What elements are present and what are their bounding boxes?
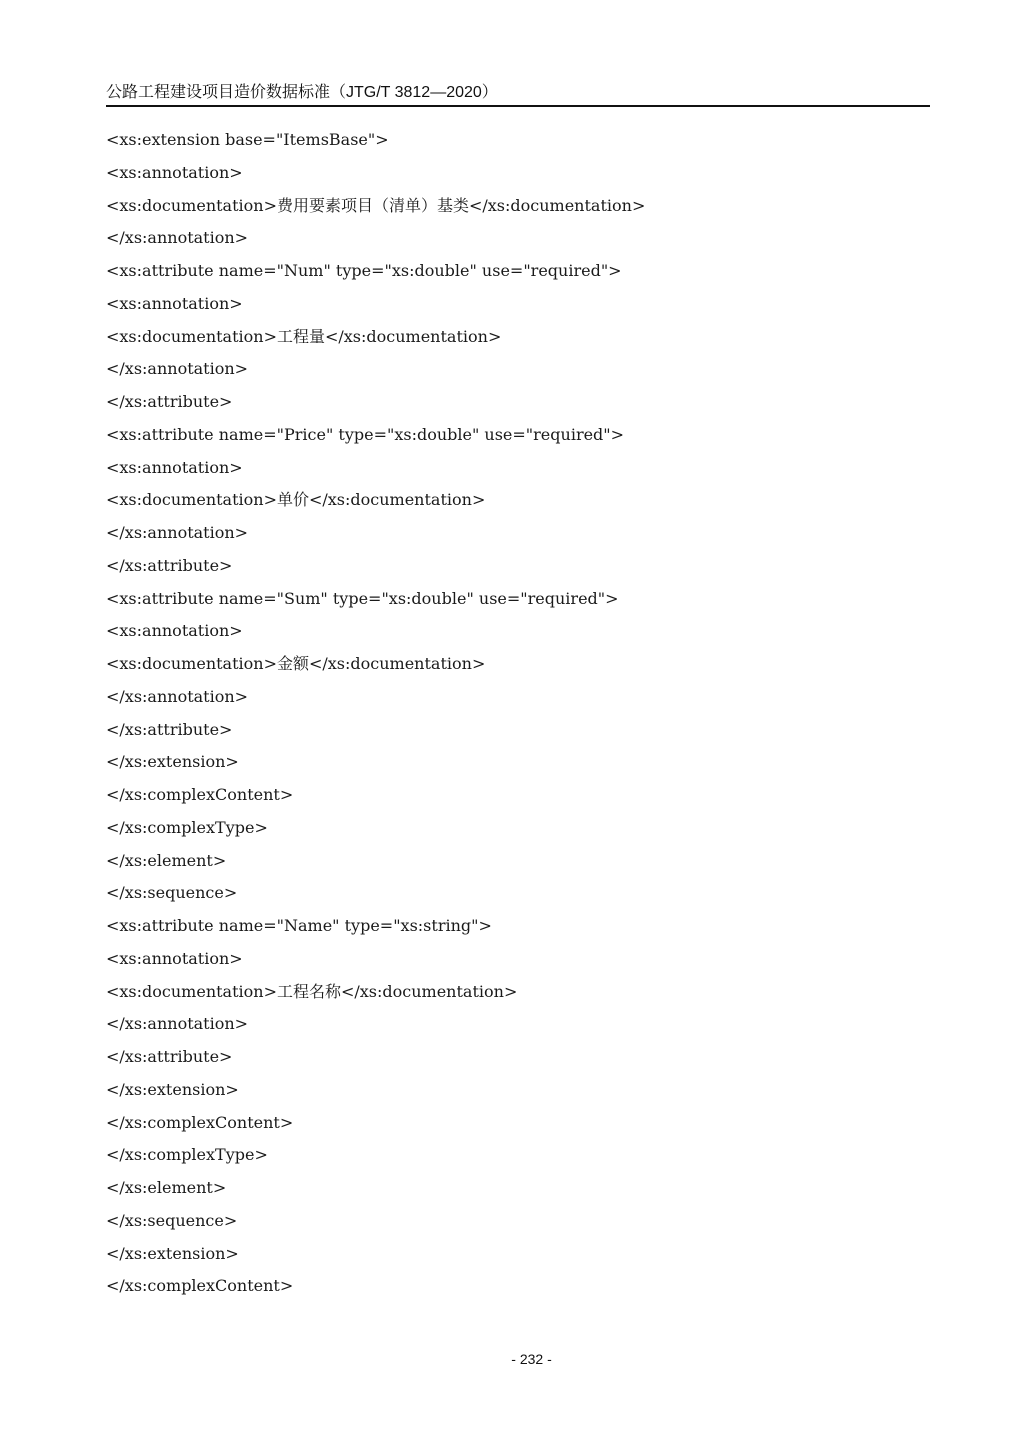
code-line: <xs:attribute name="Name" type="xs:string"> <box>106 916 492 935</box>
code-line: </xs:attribute> <box>106 392 233 411</box>
code-line: <xs:documentation>金额</xs:documentation> <box>106 654 486 673</box>
code-line: <xs:annotation> <box>106 457 243 477</box>
code-line: <xs:documentation>工程量</xs:documentation> <box>106 326 502 346</box>
code-line: </xs:attribute> <box>106 1047 233 1066</box>
code-line: </xs:sequence> <box>106 883 238 903</box>
code-line: </xs:extension> <box>106 1079 239 1099</box>
code-line: <xs:attribute name="Num" type="xs:double" use="required"> <box>106 261 622 280</box>
code-line: <xs:annotation> <box>106 948 243 968</box>
code-line: <xs:annotation> <box>106 162 243 182</box>
code-line: <xs:extension base="ItemsBase"> <box>106 130 389 149</box>
page-number: - 232 - <box>511 1351 552 1367</box>
code-line: </xs:complexType> <box>106 817 268 837</box>
code-line: <xs:documentation>工程名称</xs:documentation> <box>106 981 518 1001</box>
code-line: </xs:attribute> <box>106 719 233 739</box>
code-line: </xs:complexContent> <box>106 1112 294 1132</box>
code-line: </xs:annotation> <box>106 228 249 248</box>
code-line: </xs:annotation> <box>106 523 249 542</box>
code-line: <xs:documentation>费用要素项目（清单）基类</xs:documentation> <box>106 195 646 215</box>
code-line: <xs:annotation> <box>106 293 243 313</box>
code-line: </xs:element> <box>106 850 227 870</box>
page-header <box>106 83 930 107</box>
code-line: </xs:element> <box>106 1178 227 1197</box>
code-line: <xs:documentation>单价</xs:documentation> <box>106 490 486 510</box>
code-line: </xs:sequence> <box>106 1210 238 1230</box>
code-line: </xs:complexContent> <box>106 1276 294 1296</box>
code-line: </xs:complexContent> <box>106 785 294 804</box>
code-line: <xs:attribute name="Price" type="xs:double" use="required"> <box>106 424 625 444</box>
xml-schema-code-block <box>106 124 930 1303</box>
code-line: <xs:attribute name="Sum" type="xs:double" use="required"> <box>106 588 619 608</box>
code-line: </xs:attribute> <box>106 555 233 575</box>
code-line: </xs:annotation> <box>106 1014 249 1034</box>
code-line: </xs:annotation> <box>106 686 249 706</box>
code-line: </xs:annotation> <box>106 359 249 379</box>
code-line: </xs:extension> <box>106 1243 239 1263</box>
header-title: 公路工程建设项目造价数据标准（JTG/T 3812—2020） <box>106 84 498 101</box>
code-line: <xs:annotation> <box>106 621 243 641</box>
code-line: </xs:extension> <box>106 752 239 772</box>
code-line: </xs:complexType> <box>106 1145 268 1165</box>
